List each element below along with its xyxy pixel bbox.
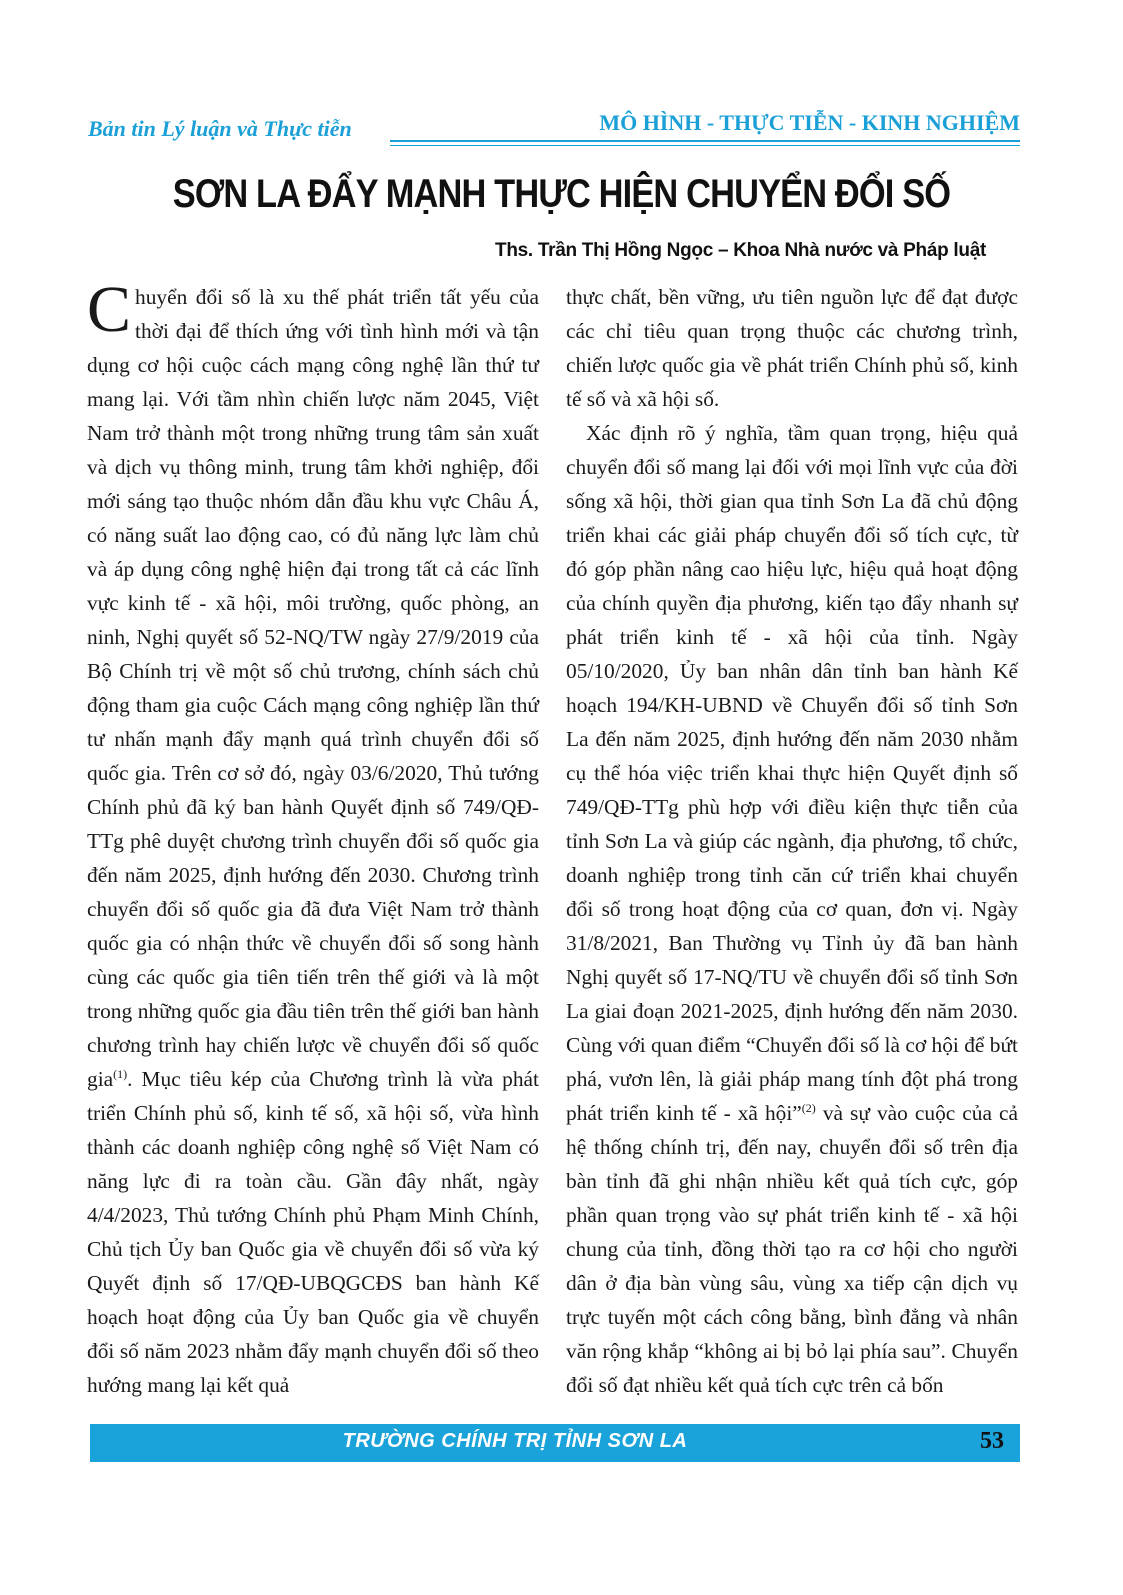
footnote-ref-1[interactable]: (1): [113, 1066, 128, 1081]
paragraph: [87, 273, 539, 1402]
drop-cap: C: [87, 273, 132, 346]
left-column: [87, 273, 539, 1402]
page-header: [88, 108, 1020, 148]
paragraph-text: Xác định rõ ý nghĩa, tầm quan trọng, hiệu quả chuyển đổi số mang lại đối với mọi lĩnh vực của đời sống xã hội, thời gian qua tỉnh Sơn La đã chủ động triển khai các giải pháp chuyển đổi số tích cực, từ đó góp phần nâng cao hiệu lực, hiệu quả hoạt động của chính quyền địa phương, kiến tạo đẩy nhanh sự phát triển kinh tế - xã hội của tỉnh. Ngày 05/10/2020, Ủy ban nhân dân tỉnh ban hành Kế hoạch 194/KH-UBND về Chuyển đổi số tỉnh Sơn La đến năm 2025, định hướng đến năm 2030 nhằm cụ thể hóa việc triển khai thực hiện Quyết định số 749/QĐ-TTg phù hợp với điều kiện thực tiễn của tỉnh Sơn La và giúp các ngành, địa phương, tổ chức, doanh nghiệp trong tỉnh căn cứ triển khai chuyển đổi số trong hoạt động của cơ quan, đơn vị. Ngày 31/8/2021, Ban Thường vụ Tỉnh ủy đã ban hành Nghị quyết số 17-NQ/TU về chuyển đổi số tỉnh Sơn La giai đoạn 2021-2025, định hướng đến năm 2030. Cùng với quan điểm “Chuyển đổi số là cơ hội để bứt phá, vươn lên, là giải pháp mang tính đột phá trong phát triển kinh tế - xã hội”: [566, 421, 1018, 1125]
footer-institution: TRƯỜNG CHÍNH TRỊ TỈNH SƠN LA: [342, 1430, 688, 1452]
publication-name: Bản tin Lý luận và Thực tiễn: [88, 116, 352, 141]
section-name: MÔ HÌNH - THỰC TIỄN - KINH NGHIỆM: [599, 110, 1020, 135]
paragraph-text: huyển đổi số là xu thế phát triển tất yếu của thời đại để thích ứng với tình hình mới và tận dụng cơ hội cuộc cách mạng công nghệ lần thứ tư mang lại. Với tầm nhìn chiến lược năm 2045, Việt Nam trở thành một trong những trung tâm sản xuất và dịch vụ thông minh, trung tâm khởi nghiệp, đổi mới sáng tạo thuộc nhóm dẫn đầu khu vực Châu Á, có năng suất lao động cao, có đủ năng lực làm chủ và áp dụng công nghệ hiện đại trong tất cả các lĩnh vực kinh tế - xã hội, môi trường, quốc phòng, an ninh, Nghị quyết số 52-NQ/TW ngày 27/9/2019 của Bộ Chính trị về một số chủ trương, chính sách chủ động tham gia cuộc Cách mạng công nghiệp lần thứ tư nhấn mạnh đẩy mạnh quá trình chuyển đổi số quốc gia. Trên cơ sở đó, ngày 03/6/2020, Thủ tướng Chính phủ đã ký ban hành Quyết định số 749/QĐ-TTg phê duyệt chương trình chuyển đổi số quốc gia đến năm 2025, định hướng đến 2030. Chương trình chuyển đổi số quốc gia đã đưa Việt Nam trở thành quốc gia có nhận thức về chuyển đổi số song hành cùng các quốc gia tiên tiến trên thế giới và là một trong những quốc gia đầu tiên trên thế giới ban hành chương trình hay chiến lược về chuyển đổi số quốc gia: [87, 285, 539, 1091]
footnote-ref-2[interactable]: (2): [801, 1100, 816, 1115]
article-title: SƠN LA ĐẨY MẠNH THỰC HIỆN CHUYỂN ĐỔI SỐ: [172, 172, 951, 216]
paragraph-text: . Mục tiêu kép của Chương trình là vừa phát triển Chính phủ số, kinh tế số, xã hội số, vừa hình thành các doanh nghiệp công nghệ số Việt Nam có năng lực đi ra toàn cầu. Gần đây nhất, ngày 4/4/2023, Thủ tướng Chính phủ Phạm Minh Chính, Chủ tịch Ủy ban Quốc gia về chuyển đổi số vừa ký Quyết định số 17/QĐ-UBQGCĐS ban hành Kế hoạch hoạt động của Ủy ban Quốc gia về chuyển đổi số năm 2023 nhằm đẩy mạnh chuyển đổi số theo hướng mang lại kết quả: [87, 1067, 539, 1397]
right-column: [566, 280, 1018, 1402]
paragraph: [566, 416, 1018, 1402]
page-footer: [90, 1424, 1020, 1462]
paragraph: thực chất, bền vững, ưu tiên nguồn lực để đạt được các chỉ tiêu quan trọng thuộc các chương trình, chiến lược quốc gia về phát triển Chính phủ số, kinh tế số và xã hội số.: [566, 285, 1018, 411]
header-rule: [390, 140, 1020, 142]
page-number: 53: [980, 1428, 1004, 1454]
paragraph-text: và sự vào cuộc của cả hệ thống chính trị, đến nay, chuyển đổi số trên địa bàn tỉnh đã ghi nhận nhiều kết quả tích cực, góp phần quan trọng vào sự phát triển kinh tế - xã hội chung của tỉnh, đồng thời tạo ra cơ hội cho người dân ở địa bàn vùng sâu, vùng xa tiếp cận dịch vụ trực tuyến một cách công bằng, bình đẳng và nhân văn rộng khắp “không ai bị bỏ lại phía sau”. Chuyển đổi số đạt nhiều kết quả tích cực trên cả bốn: [566, 1101, 1018, 1397]
article-byline: Ths. Trần Thị Hồng Ngọc – Khoa Nhà nước và Pháp luật: [495, 240, 986, 261]
header-rule-thin: [390, 145, 1020, 146]
